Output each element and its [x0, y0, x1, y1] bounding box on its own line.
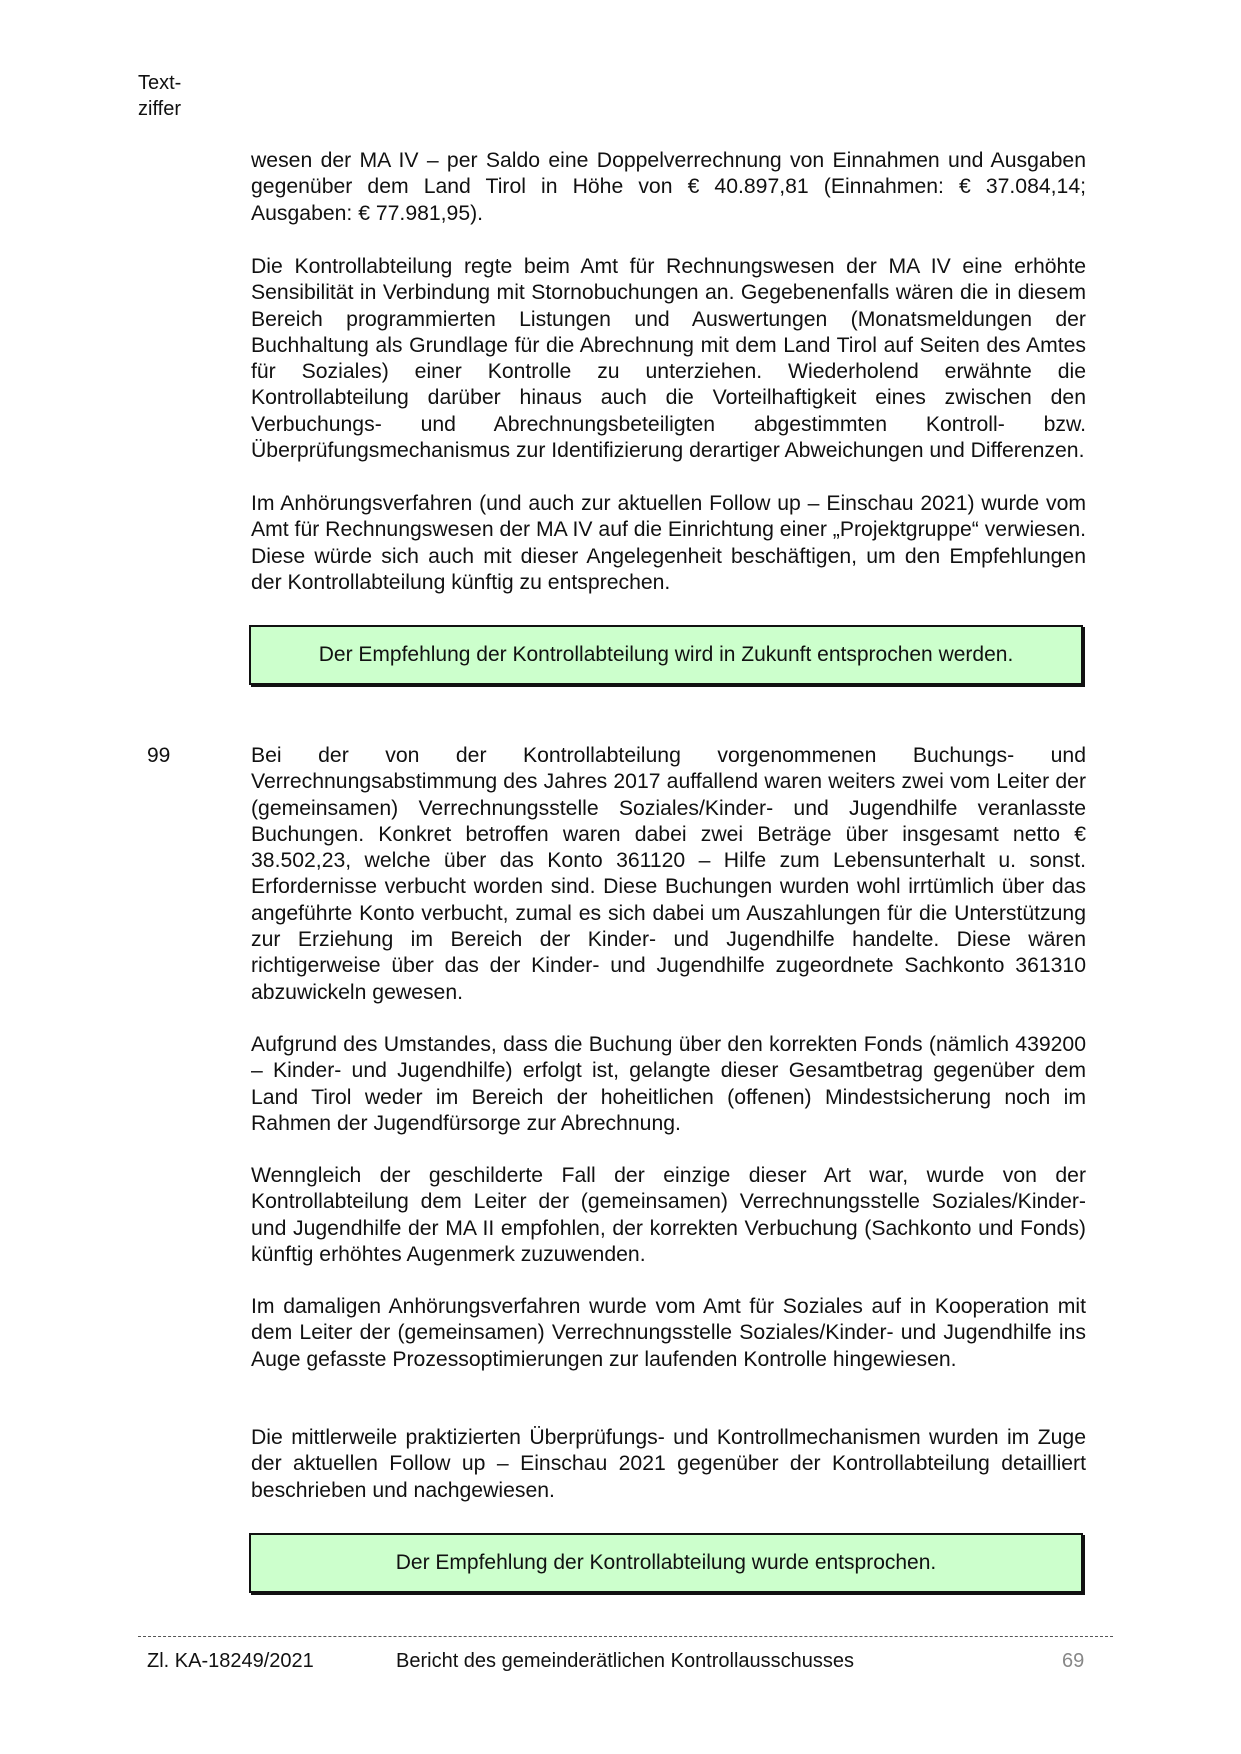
paragraph-anhoerungsverfahren: Im Anhörungsverfahren (und auch zur aktuellen Follow up – Einschau 2021) wurde vom Amt für Rechnungswesen der MA IV auf die Einrichtung einer „Projektgruppe“ verwiesen. Diese würde sich auch mit dieser Angelegenheit beschäftigen, um den Empfehlungen der Kontrollabteilung künftig zu entsprechen.	[251, 492, 1086, 594]
footer-reference: Zl. KA-18249/2021	[147, 1650, 314, 1672]
margin-label-line-2: ziffer	[138, 98, 181, 120]
paragraph-wenngleich: Wenngleich der geschilderte Fall der einzige dieser Art war, wurde von der Kontrollabteilung dem Leiter der (gemeinsamen) Verrechnungsstelle Soziales/Kinder- und Jugendhilfe der MA II empfohlen, der korrekten Verbuchung (Sachkonto und Fonds) künftig erhöhtes Augenmerk zuzuwenden.	[251, 1164, 1086, 1266]
recommendation-box-fulfilled	[249, 1533, 1083, 1593]
recommendation-box-fulfilled-text: Der Empfehlung der Kontrollabteilung wurde entsprochen.	[395, 1551, 937, 1574]
footer-divider	[138, 1636, 1113, 1637]
paragraph-stornobuchungen: Die Kontrollabteilung regte beim Amt für Rechnungswesen der MA IV eine erhöhte Sensibilität in Verbindung mit Stornobuchungen an. Gegebenenfalls wären die in diesem Bereich programmierten Listungen und Auswertungen (Monatsmeldungen der Buchhaltung als Grundlage für die Abrechnung mit dem Land Tirol auf Seiten des Amtes für Soziales) einer Kontrolle zu unterziehen. Wiederholend erwähnte die Kontrollabteilung darüber hinaus auch die Vorteilhaftigkeit eines zwischen den Verbuchungs- und Abrechnungsbeteiligten abgestimmten Kontroll- bzw. Überprüfungsmechanismus zur Identifizierung derartiger Abweichungen und Differenzen.	[251, 255, 1086, 463]
paragraph-damaligen: Im damaligen Anhörungsverfahren wurde vom Amt für Soziales auf in Kooperation mit dem Leiter der (gemeinsamen) Verrechnungsstelle Soziales/Kinder- und Jugendhilfe ins Auge gefasste Prozessoptimierungen zur laufenden Kontrolle hingewiesen.	[251, 1295, 1086, 1371]
footer-report-title: Bericht des gemeinderätlichen Kontrollausschusses	[396, 1650, 855, 1672]
section-number: 99	[147, 744, 171, 767]
margin-label-line-1: Text-	[138, 72, 182, 94]
paragraph-aufgrund: Aufgrund des Umstandes, dass die Buchung über den korrekten Fonds (nämlich 439200 – Kinder- und Jugendhilfe) erfolgt ist, gelangte dieser Gesamtbetrag gegenüber dem Land Tirol weder im Bereich der hoheitlichen (offenen) Mindestsicherung noch im Rahmen der Jugendfürsorge zur Abrechnung.	[251, 1033, 1086, 1135]
paragraph-continuation: wesen der MA IV – per Saldo eine Doppelverrechnung von Einnahmen und Ausgaben gegenüber dem Land Tirol in Höhe von € 40.897,81 (Einnahmen: € 37.084,14; Ausgaben: € 77.981,95).	[251, 149, 1086, 225]
page-number: 69	[1062, 1650, 1085, 1672]
textziffer-column-label	[138, 70, 181, 122]
paragraph-buchungsabstimmung: Bei der von der Kontrollabteilung vorgenommenen Buchungs- und Verrechnungsabstimmung des Jahres 2017 auffallend waren weiters zwei vom Leiter der (gemeinsamen) Verrechnungsstelle Soziales/Kinder- und Jugendhilfe veranlasste Buchungen. Konkret betroffen waren dabei zwei Beträge über insgesamt netto € 38.502,23, welche über das Konto 361120 – Hilfe zum Lebensunterhalt u. sonst. Erfordernisse verbucht worden sind. Diese Buchungen wurden wohl irrtümlich über das angeführte Konto verbucht, zumal es sich dabei um Auszahlungen für die Unterstützung zur Erziehung im Bereich der Kinder- und Jugendhilfe handelte. Diese wären richtigerweise über das der Kinder- und Jugendhilfe zugeordnete Sachkonto 361310 abzuwickeln gewesen.	[251, 744, 1086, 1004]
recommendation-box-future	[249, 625, 1083, 685]
recommendation-box-future-text: Der Empfehlung der Kontrollabteilung wird in Zukunft entsprochen werden.	[318, 643, 1014, 666]
paragraph-mittlerweile: Die mittlerweile praktizierten Überprüfungs- und Kontrollmechanismen wurden im Zuge der aktuellen Follow up – Einschau 2021 gegenüber der Kontrollabteilung detailliert beschrieben und nachgewiesen.	[251, 1426, 1086, 1502]
